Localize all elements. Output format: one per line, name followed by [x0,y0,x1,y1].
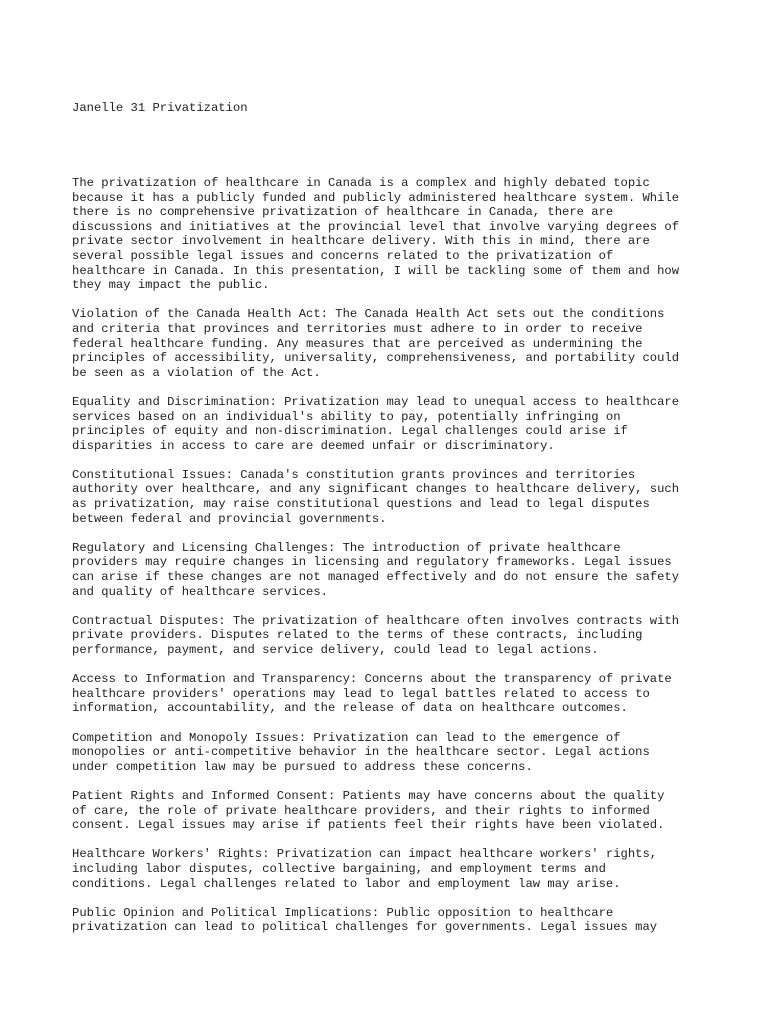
paragraph-contractual-disputes: Contractual Disputes: The privatization of healthcare often involves contracts with private providers. Disputes related to the terms of these contracts, including performance, payment, and service delivery, could lead to legal actions. [72,613,680,657]
paragraph-public-opinion: Public Opinion and Political Implications: Public opposition to healthcare privatization can lead to political challenges for governments. Legal issues may [72,905,658,935]
paragraph-equality-discrimination: Equality and Discrimination: Privatization may lead to unequal access to healthcare services based on an individual's ability to pay, potentially infringing on principles of equity and non-discrimination. Legal challenges could arise if disparities in access to care are deemed unfair or discriminatory. [72,394,680,453]
paragraph-constitutional-issues: Constitutional Issues: Canada's constitution grants provinces and territories authority over healthcare, and any significant changes to healthcare delivery, such as privatization, may raise constitutional questions and lead to legal disputes between federal and provincial governments. [72,467,680,526]
paragraph-regulatory-licensing: Regulatory and Licensing Challenges: The introduction of private healthcare providers may require changes in licensing and regulatory frameworks. Legal issues can arise if these changes are not managed effectively and do not ensure the safety and quality of healthcare services. [72,540,680,599]
paragraph-patient-rights: Patient Rights and Informed Consent: Patients may have concerns about the quality of care, the role of private healthcare providers, and their rights to informed consent. Legal issues may arise if patients feel their rights have been violated. [72,788,665,833]
document-title: Janelle 31 Privatization [72,101,248,115]
document-body [72,176,712,935]
paragraph-intro: The privatization of healthcare in Canada is a complex and highly debated topic because it has a publicly funded and publicly administered healthcare system. While there is no comprehensive privatization of healthcare in Canada, there are discussions and initiatives at the provincial level that involve varying degrees of private sector involvement in healthcare delivery. With this in mind, there are several possible legal issues and concerns related to the privatization of healthcare in Canada. In this presentation, I will be tackling some of them and how they may impact the public. [72,176,680,293]
paragraph-workers-rights: Healthcare Workers' Rights: Privatization can impact healthcare workers' rights, including labor disputes, collective bargaining, and employment terms and conditions. Legal challenges related to labor and employment law may arise. [72,847,658,891]
paragraph-access-transparency: Access to Information and Transparency: Concerns about the transparency of private healthcare providers' operations may lead to legal battles related to access to information, accountability, and the release of data on healthcare outcomes. [72,672,672,716]
paragraph-canada-health-act: Violation of the Canada Health Act: The Canada Health Act sets out the conditions and criteria that provinces and territories must adhere to in order to receive federal healthcare funding. Any measures that are perceived as undermining the principles of accessibility, universality, comprehensiveness, and portability could be seen as a violation of the Act. [72,307,680,380]
paragraph-competition-monopoly: Competition and Monopoly Issues: Privatization can lead to the emergence of monopolies or anti-competitive behavior in the healthcare sector. Legal actions under competition law may be pursued to address these concerns. [72,730,650,774]
